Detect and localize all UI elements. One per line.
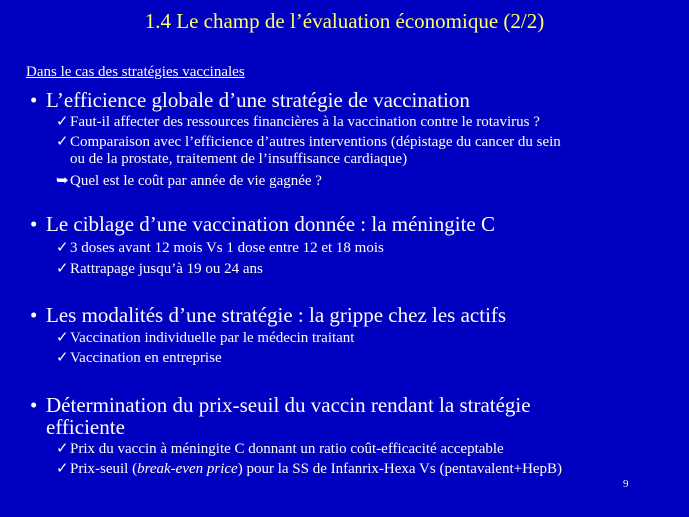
section-heading-prix-seuil: • Détermination du prix-seuil du vaccin rendant la stratégie efficiente [30,393,531,439]
arrow-icon: ➥ [56,173,69,189]
list-item: ➥Quel est le coût par année de vie gagnée ? [56,173,322,189]
bullet-icon: • [30,393,38,417]
checkmark-icon: ✓ [56,240,69,256]
italic-term: break-even price [137,461,238,477]
section-heading-efficience: • L’efficience globale d’une stratégie de vaccination [30,88,470,112]
checkmark-icon: ✓ [56,114,69,130]
slide-title: 1.4 Le champ de l’évaluation économique (2/2) [144,9,545,33]
checkmark-icon: ✓ [56,134,69,150]
bullet-icon: • [30,212,38,236]
checkmark-icon: ✓ [56,261,69,277]
checkmark-icon: ✓ [56,330,69,346]
section-heading-modalites: • Les modalités d’une stratégie : la grippe chez les actifs [30,303,507,327]
list-item: ✓Vaccination en entreprise [56,350,222,366]
checkmark-icon: ✓ [56,441,69,457]
list-item: ✓Faut-il affecter des ressources financières à la vaccination contre le rotavirus ? [56,114,540,130]
slide-subtitle: Dans le cas des stratégies vaccinales [26,64,245,80]
list-item: ✓Prix du vaccin à méningite C donnant un ratio coût-efficacité acceptable [56,441,504,457]
list-item: ✓Rattrapage jusqu’à 19 ou 24 ans [56,261,263,277]
bullet-icon: • [30,303,38,327]
list-item: ✓Vaccination individuelle par le médecin traitant [56,330,355,346]
bullet-icon: • [30,88,38,112]
checkmark-icon: ✓ [56,461,69,477]
checkmark-icon: ✓ [56,350,69,366]
list-item: ✓Prix-seuil (break-even price) pour la SS de Infanrix-Hexa Vs (pentavalent+HepB) [56,461,563,477]
list-item: ✓3 doses avant 12 mois Vs 1 dose entre 12 et 18 mois [56,240,384,256]
list-item: ✓Comparaison avec l’efficience d’autres interventions (dépistage du cancer du sein ou de la prostate, traitement de l’insuffisance cardiaque) [56,134,561,167]
page-number: 9 [623,478,629,490]
section-heading-ciblage: • Le ciblage d’une vaccination donnée : la méningite C [30,212,495,236]
